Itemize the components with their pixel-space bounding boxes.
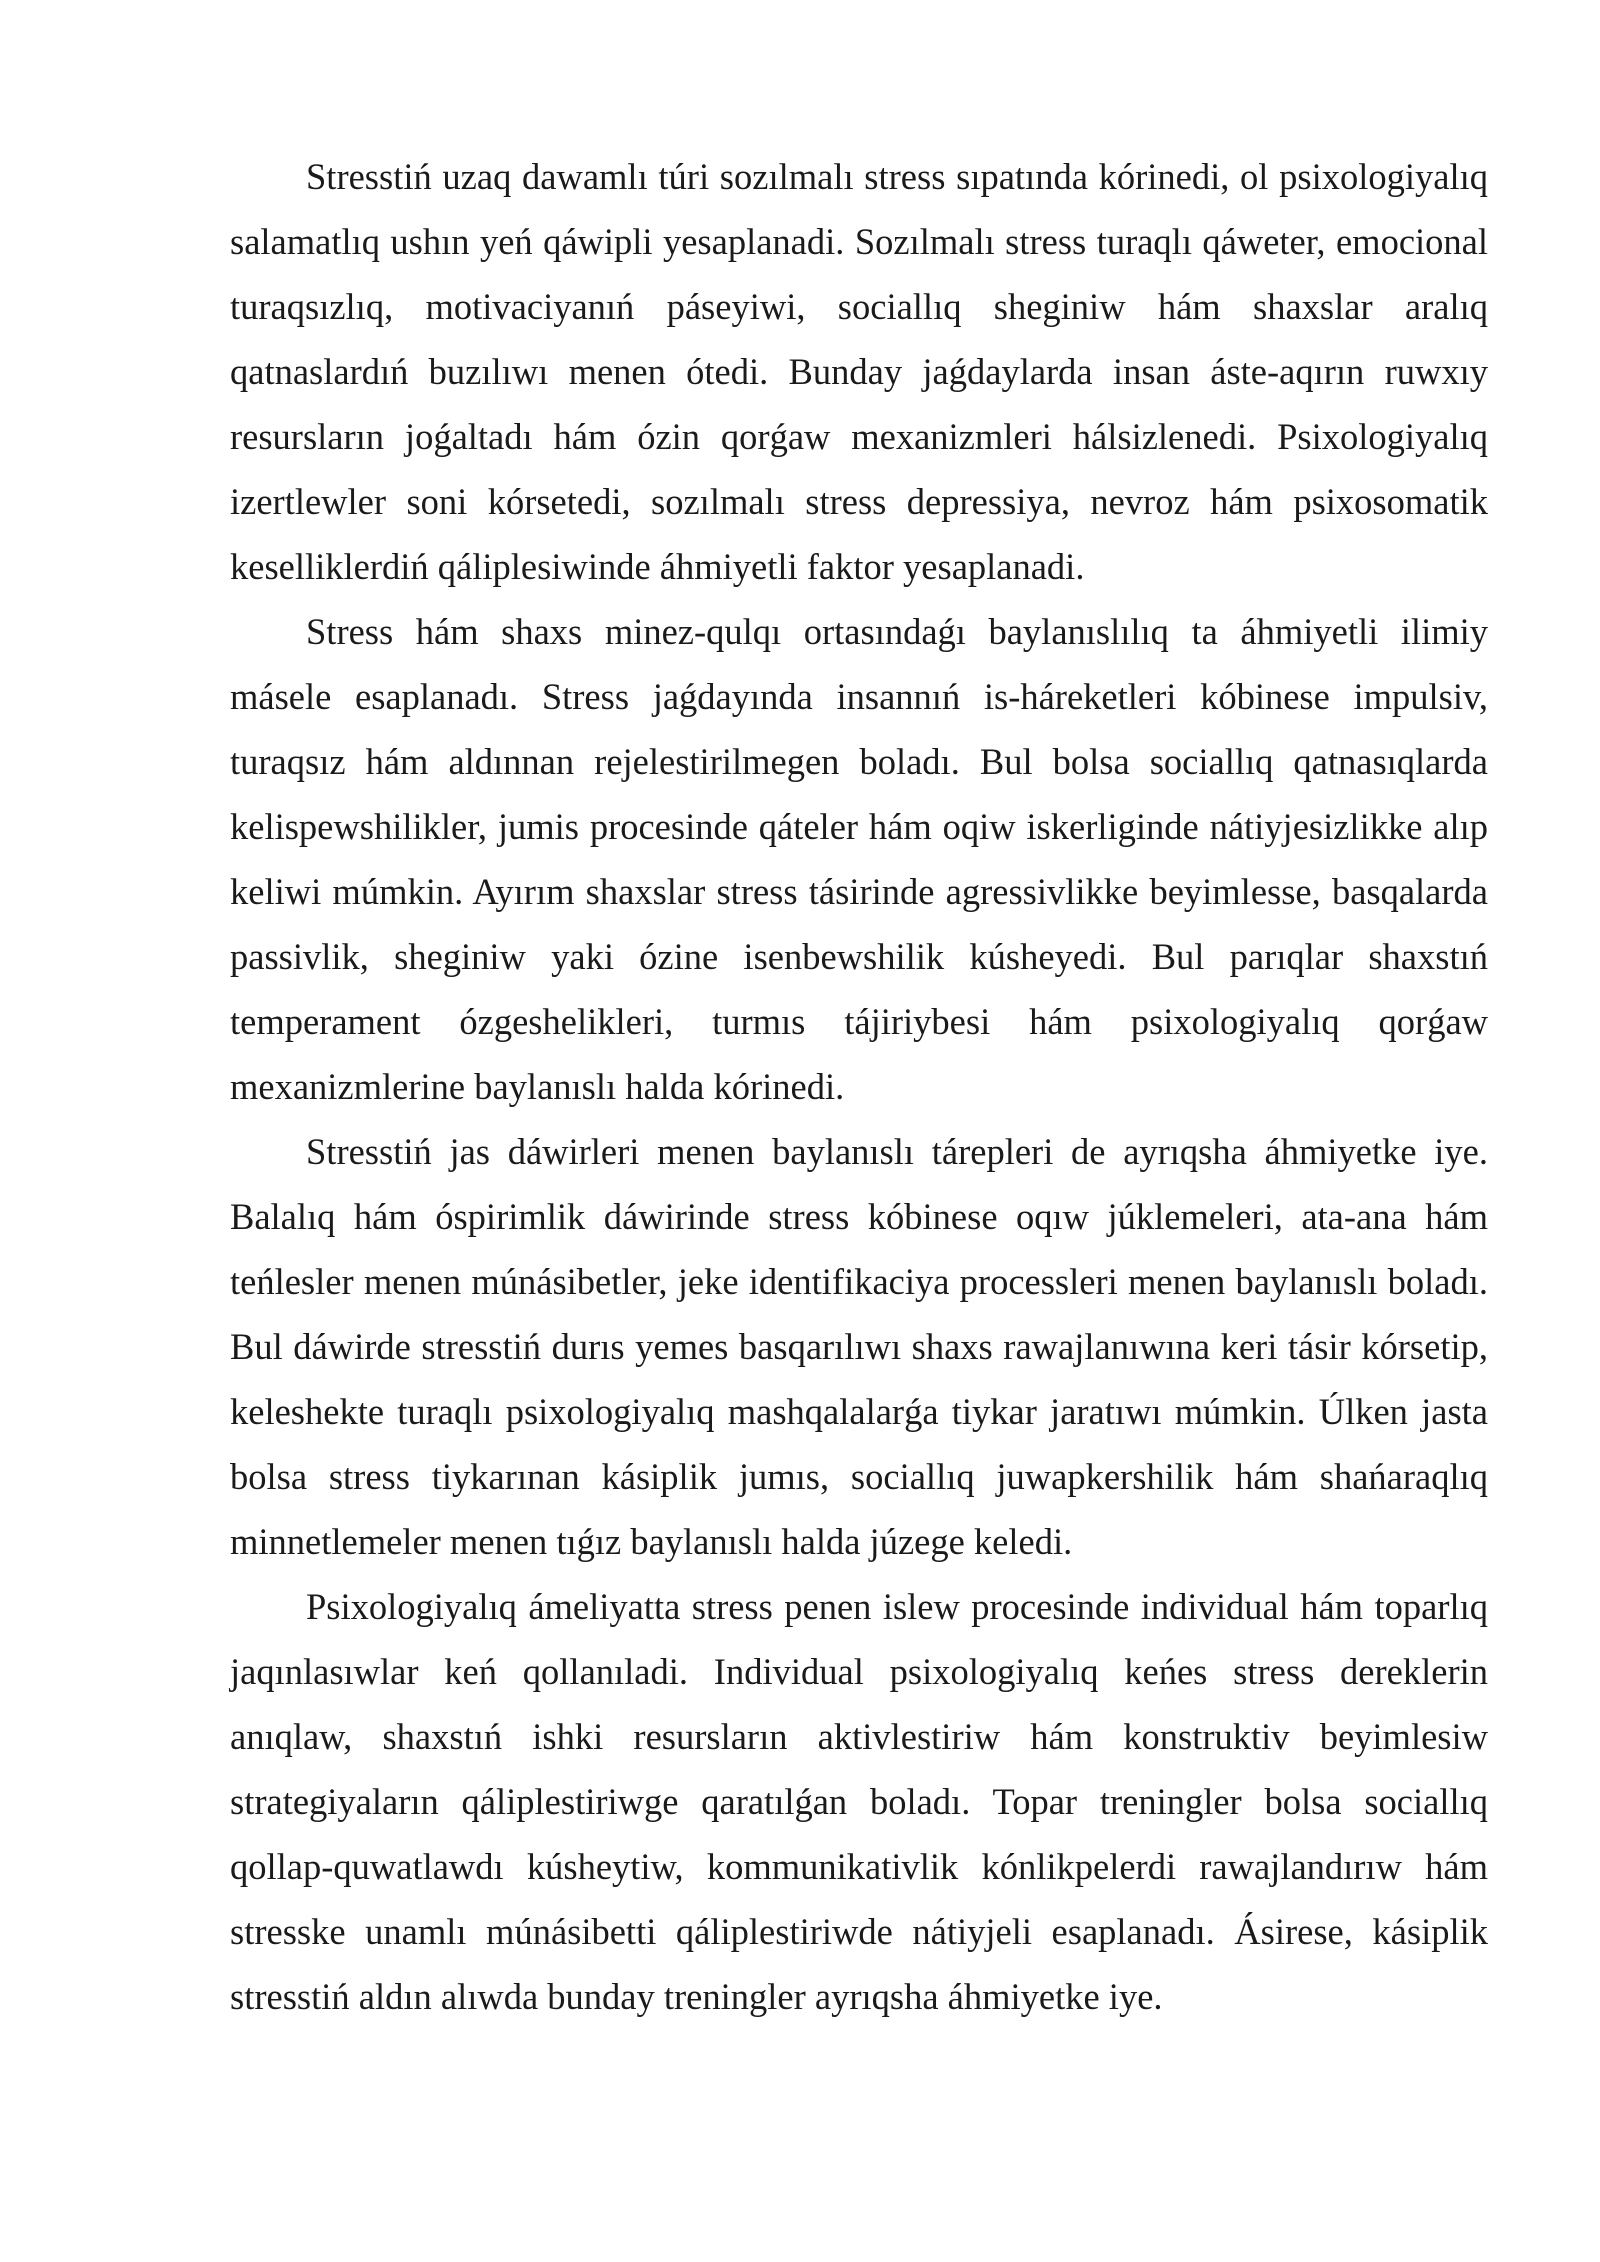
paragraph-chronic-stress: Stresstiń uzaq dawamlı túri sozılmalı stress sıpatında kórinedi, ol psixologiyalıq salamatlıq ushın yeń qáwipli yesaplanadi. Sozılmalı stress turaqlı qáweter, emocional turaqsızlıq, motivaciyanıń páseyiwi, sociallıq sheginiw hám shaxslar aralıq qatnaslardıń buzılıwı menen ótedi. Bunday jaǵdaylarda insan áste-aqırın ruwxıy resursların joǵaltadı hám ózin qorǵaw mexanizmleri hálsizlenedi. Psixologiyalıq izertlewler soni kórsetedi, sozılmalı stress depressiya, nevroz hám psixosomatik keselliklerdiń qáliplesiwinde áhmiyetli faktor yesaplanadi. (230, 156, 1488, 587)
document-body (230, 144, 1488, 2029)
paragraph-stress-age-periods: Stresstiń jas dáwirleri menen baylanıslı tárepleri de ayrıqsha áhmiyetke iye. Balalıq hám óspirimlik dáwirinde stress kóbinese oqıw júklemeleri, ata-ana hám teńlesler menen múnásibetler, jeke identifikaciya processleri menen baylanıslı boladı. Bul dáwirde stresstiń durıs yemes basqarılıwı shaxs rawajlanıwına keri tásir kórsetip, keleshekte turaqlı psixologiyalıq mashqalalarǵa tiykar jaratıwı múmkin. Úlken jasta bolsa stress tiykarınan kásiplik jumıs, sociallıq juwapkershilik hám shańaraqlıq minnetlemeler menen tıǵız baylanıslı halda júzege keledi. (230, 1131, 1488, 1562)
paragraph-stress-behavior: Stress hám shaxs minez-qulqı ortasındaǵı baylanıslılıq ta áhmiyetli ilimiy másele esaplanadı. Stress jaǵdayında insannıń is-háreketleri kóbinese impulsiv, turaqsız hám aldınnan rejelestirilmegen boladı. Bul bolsa sociallıq qatnasıqlarda kelispewshilikler, jumis procesinde qáteler hám oqiw iskerliginde nátiyjesizlikke alıp keliwi múmkin. Ayırım shaxslar stress tásirinde agressivlikke beyimlesse, basqalarda passivlik, sheginiw yaki ózine isenbewshilik kúsheyedi. Bul parıqlar shaxstıń temperament ózgeshelikleri, turmıs tájiriybesi hám psixologiyalıq qorǵaw mexanizmlerine baylanıslı halda kórinedi. (230, 611, 1488, 1107)
paragraph-psychological-practice: Psixologiyalıq ámeliyatta stress penen islew procesinde individual hám toparlıq jaqınlasıwlar keń qollanıladi. Individual psixologiyalıq keńes stress dereklerin anıqlaw, shaxstıń ishki resursların aktivlestiriw hám konstruktiv beyimlesiw strategiyaların qáliplestiriwge qaratılǵan boladı. Topar treningler bolsa sociallıq qollap-quwatlawdı kúsheytiw, kommunikativlik kónlikpelerdi rawajlandırıw hám stresske unamlı múnásibetti qáliplestiriwde nátiyjeli esaplanadı. Ásirese, kásiplik stresstiń aldın alıwda bunday treningler ayrıqsha áhmiyetke iye. (230, 1586, 1488, 2017)
